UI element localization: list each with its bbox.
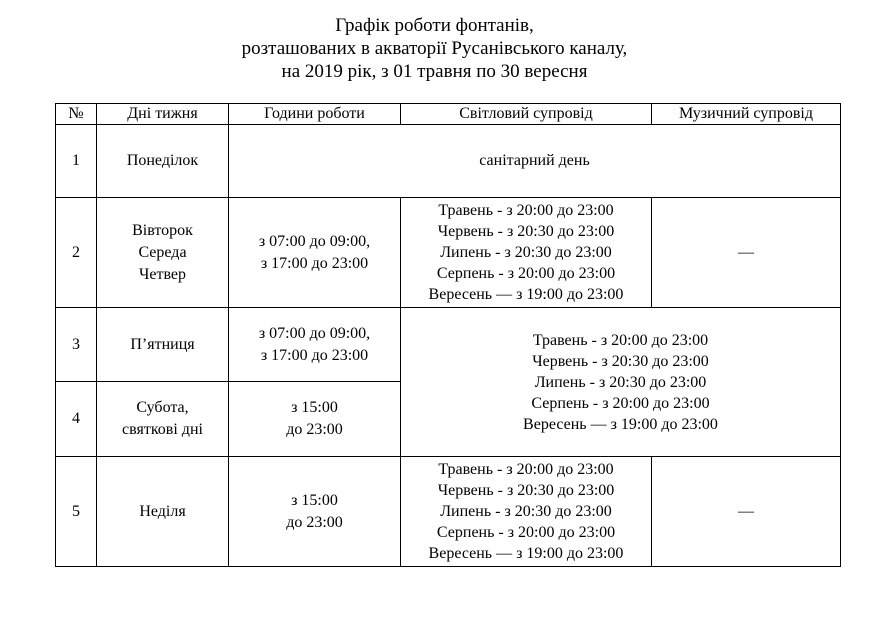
table-row bbox=[56, 308, 841, 382]
title-line-2: розташованих в акваторії Русанівського каналу, bbox=[241, 38, 628, 59]
row-days: Понеділок bbox=[97, 125, 229, 198]
hours-line: з 17:00 до 23:00 bbox=[260, 254, 369, 272]
table-row bbox=[56, 457, 841, 567]
title-line-3: на 2019 рік, з 01 травня по 30 вересня bbox=[281, 61, 588, 82]
row-music: — bbox=[652, 198, 841, 308]
light-line: Травень - з 20:00 до 23:00 bbox=[532, 331, 709, 349]
row-hours bbox=[229, 198, 401, 308]
light-line: Червень - з 20:30 до 23:00 bbox=[532, 352, 709, 370]
header-row bbox=[56, 104, 841, 125]
row-num: 4 bbox=[56, 382, 97, 457]
hours-line: до 23:00 bbox=[286, 421, 343, 438]
light-line: Вересень — з 19:00 до 23:00 bbox=[428, 545, 624, 562]
row-days: Неділя bbox=[97, 457, 229, 567]
row-hours bbox=[229, 457, 401, 567]
table-row bbox=[56, 125, 841, 198]
row-light bbox=[401, 198, 652, 308]
day-label: Середа bbox=[138, 243, 187, 261]
row-num: 5 bbox=[56, 457, 97, 567]
document-title bbox=[0, 14, 869, 83]
row-music: — bbox=[652, 457, 841, 567]
light-line: Серпень - з 20:00 до 23:00 bbox=[436, 265, 616, 282]
header-light: Світловий супровід bbox=[401, 104, 652, 125]
row-num: 3 bbox=[56, 308, 97, 382]
hours-line: з 15:00 bbox=[291, 399, 338, 416]
row-days: П’ятниця bbox=[97, 308, 229, 382]
title-line-1: Графік роботи фонтанів, bbox=[335, 15, 534, 36]
row-days bbox=[97, 382, 229, 457]
row-num: 1 bbox=[56, 125, 97, 198]
schedule-table bbox=[55, 103, 841, 567]
row-light bbox=[401, 457, 652, 567]
merged-light-music bbox=[401, 308, 841, 457]
header-days: Дні тижня bbox=[97, 104, 229, 125]
light-line: Липень - з 20:30 до 23:00 bbox=[534, 373, 707, 391]
light-line: Вересень — з 19:00 до 23:00 bbox=[428, 286, 624, 303]
row-hours bbox=[229, 308, 401, 382]
day-label: Субота, bbox=[136, 399, 189, 416]
day-label: Четвер bbox=[138, 265, 187, 283]
row-num: 2 bbox=[56, 198, 97, 308]
light-line: Вересень — з 19:00 до 23:00 bbox=[523, 415, 718, 433]
row-hours bbox=[229, 382, 401, 457]
light-line: Травень - з 20:00 до 23:00 bbox=[438, 202, 614, 219]
hours-line: з 17:00 до 23:00 bbox=[260, 346, 369, 364]
hours-line: до 23:00 bbox=[286, 513, 343, 531]
day-label: Вівторок bbox=[132, 221, 193, 239]
sanitary-day: санітарний день bbox=[229, 125, 841, 198]
light-line: Серпень - з 20:00 до 23:00 bbox=[436, 524, 616, 541]
hours-line: з 07:00 до 09:00, bbox=[258, 232, 371, 250]
header-music: Музичний супровід bbox=[652, 104, 841, 125]
light-line: Червень - з 20:30 до 23:00 bbox=[437, 223, 615, 240]
day-label: святкові дні bbox=[122, 421, 203, 438]
hours-line: з 07:00 до 09:00, bbox=[258, 324, 371, 342]
hours-line: з 15:00 bbox=[291, 491, 338, 509]
light-line: Липень - з 20:30 до 23:00 bbox=[440, 503, 612, 520]
row-days bbox=[97, 198, 229, 308]
header-hours: Години роботи bbox=[229, 104, 401, 125]
light-line: Червень - з 20:30 до 23:00 bbox=[437, 482, 615, 499]
light-line: Липень - з 20:30 до 23:00 bbox=[440, 244, 612, 261]
table-row bbox=[56, 198, 841, 308]
light-line: Травень - з 20:00 до 23:00 bbox=[438, 461, 614, 478]
light-line: Серпень - з 20:00 до 23:00 bbox=[531, 394, 710, 412]
header-num: № bbox=[56, 104, 97, 125]
